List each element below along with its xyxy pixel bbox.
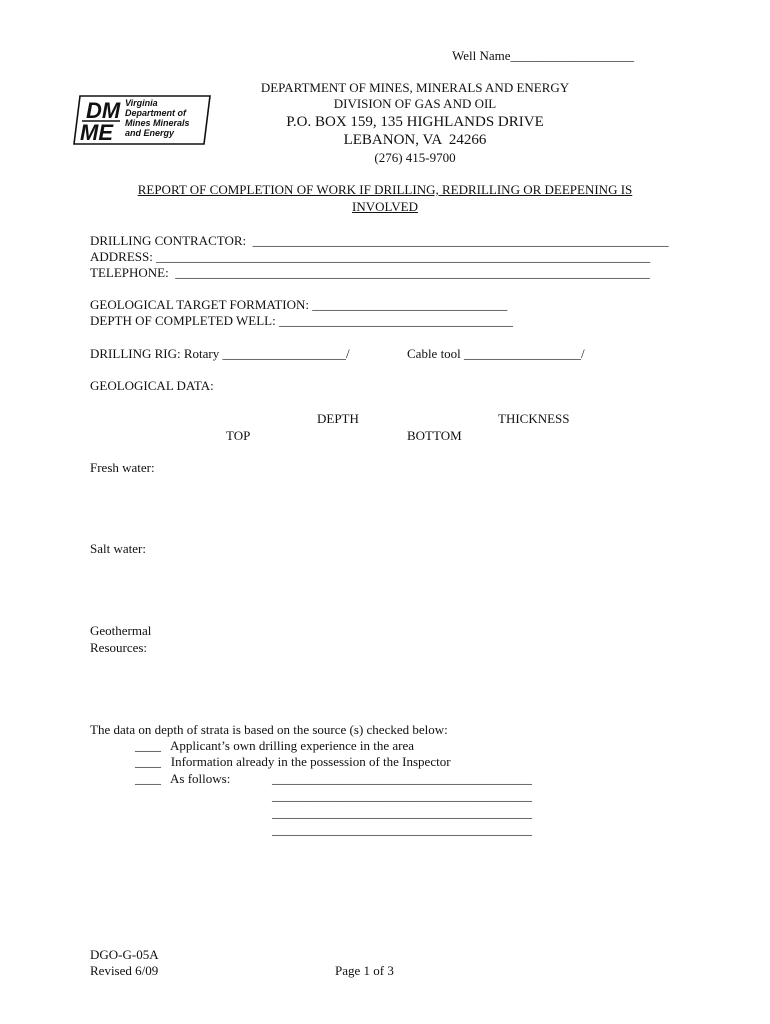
cable-tool-field[interactable]: Cable tool __________________/ bbox=[407, 346, 585, 361]
geothermal-label: Geothermal bbox=[90, 623, 152, 638]
report-title-line-1: REPORT OF COMPLETION OF WORK IF DRILLING, REDRILLING OR DEEPENING IS bbox=[137, 182, 633, 197]
fresh-water-label: Fresh water: bbox=[90, 460, 155, 475]
header-dept: DEPARTMENT OF MINES, MINERALS AND ENERGY bbox=[260, 80, 570, 95]
logo-line-1: Virginia bbox=[125, 98, 158, 108]
form-id: DGO-G-05A bbox=[90, 947, 159, 962]
target-formation-field[interactable]: GEOLOGICAL TARGET FORMATION: ______________________________ bbox=[90, 297, 508, 312]
resources-label: Resources: bbox=[90, 640, 148, 655]
source-option-3[interactable]: ____ As follows: bbox=[135, 771, 231, 786]
source-option-1[interactable]: ____ Applicant’s own drilling experience in the area bbox=[135, 738, 415, 753]
source-intro: The data on depth of strata is based on the source (s) checked below: bbox=[90, 722, 448, 737]
header-address: P.O. BOX 159, 135 HIGHLANDS DRIVE bbox=[286, 114, 544, 130]
col-depth: DEPTH bbox=[317, 411, 359, 426]
header-city: LEBANON, VA 24266 bbox=[343, 132, 487, 148]
as-follows-line-3[interactable]: ________________________________________ bbox=[272, 805, 532, 820]
col-bottom: BOTTOM bbox=[407, 428, 462, 443]
col-thickness: THICKNESS bbox=[498, 411, 570, 426]
completed-depth-field[interactable]: DEPTH OF COMPLETED WELL: ____________________________________ bbox=[90, 313, 513, 328]
logo-caption bbox=[125, 98, 190, 138]
svg-text:ME: ME bbox=[80, 120, 113, 145]
col-top: TOP bbox=[226, 428, 251, 443]
as-follows-line-2[interactable]: ________________________________________ bbox=[272, 788, 532, 803]
logo-line-4: and Energy bbox=[125, 128, 175, 138]
as-follows-line-4[interactable]: ________________________________________ bbox=[272, 822, 532, 837]
drilling-contractor-field[interactable]: DRILLING CONTRACTOR: ________________________________________________________________ bbox=[90, 233, 669, 248]
address-field[interactable]: ADDRESS: ____________________________________________________________________________ bbox=[90, 249, 651, 264]
header-phone: (276) 415-9700 bbox=[374, 150, 456, 165]
telephone-field[interactable]: TELEPHONE: _________________________________________________________________________ bbox=[90, 265, 650, 280]
report-title-line-2: INVOLVED bbox=[352, 199, 418, 214]
header-division: DIVISION OF GAS AND OIL bbox=[333, 96, 497, 111]
logo-line-2: Department of bbox=[125, 108, 187, 118]
salt-water-label: Salt water: bbox=[90, 541, 146, 556]
well-name-field[interactable]: Well Name___________________ bbox=[452, 48, 635, 63]
logo-line-3: Mines Minerals bbox=[125, 118, 190, 128]
revised-date: Revised 6/09 bbox=[90, 963, 159, 978]
rotary-field[interactable]: DRILLING RIG: Rotary ___________________/ bbox=[90, 346, 350, 361]
geological-data-heading: GEOLOGICAL DATA: bbox=[90, 378, 214, 393]
svg-text:DM: DM bbox=[86, 98, 121, 123]
page-number: Page 1 of 3 bbox=[335, 963, 394, 978]
as-follows-line-1[interactable]: ________________________________________ bbox=[272, 771, 532, 786]
dmme-logo bbox=[72, 92, 212, 148]
source-option-2[interactable]: ____ Information already in the possession of the Inspector bbox=[135, 754, 451, 769]
